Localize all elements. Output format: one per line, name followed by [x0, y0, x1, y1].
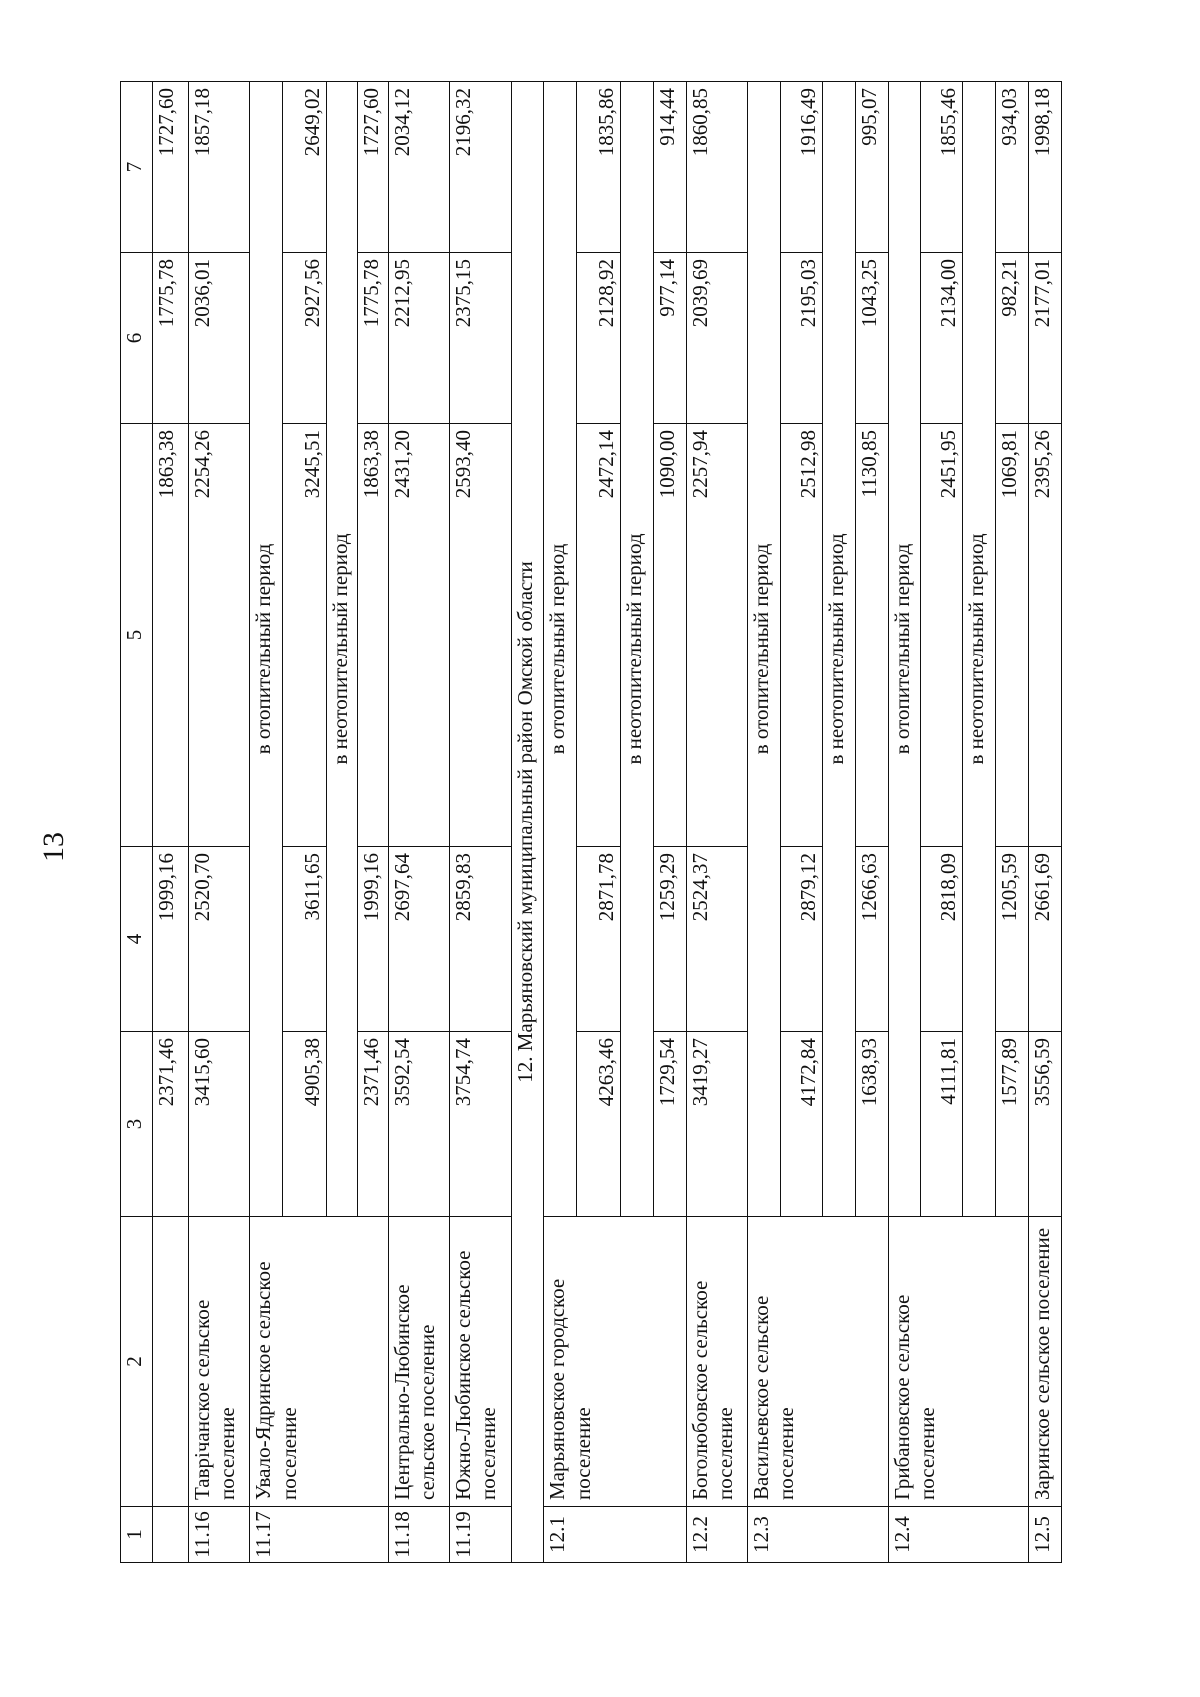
row-name: Южно-Любинское сельское поселение [450, 1217, 511, 1507]
period-label-heating: в отопительный период [250, 82, 283, 1217]
column-header: 4 [121, 847, 153, 1032]
value-cell: 1727,60 [152, 82, 188, 253]
value-cell: 1266,63 [855, 847, 888, 1032]
value-cell: 1775,78 [357, 253, 388, 424]
value-cell: 2879,12 [781, 847, 823, 1032]
period-label-heating: в отопительный период [888, 82, 921, 1217]
value-cell: 2212,95 [388, 253, 449, 424]
value-cell: 1999,16 [357, 847, 388, 1032]
value-cell: 1259,29 [654, 847, 687, 1032]
table-row [152, 82, 188, 1563]
column-header: 3 [121, 1032, 153, 1217]
row-code: 11.19 [450, 1507, 511, 1563]
column-header-row [121, 82, 153, 1563]
row-code: 12.4 [888, 1507, 1028, 1563]
row-name: Боголюбовское сельское поселение [686, 1217, 747, 1507]
value-cell: 2661,69 [1028, 847, 1061, 1032]
section-header-row [511, 82, 544, 1563]
value-cell: 2196,32 [450, 82, 511, 253]
period-label-nonheating: в неотопительный период [621, 82, 654, 1217]
value-cell: 2859,83 [450, 847, 511, 1032]
row-name: Грибановское сельское поселение [888, 1217, 1028, 1507]
row-code: 11.16 [188, 1507, 249, 1563]
value-cell: 2431,20 [388, 424, 449, 847]
column-header: 7 [121, 82, 153, 253]
page-number: 13 [37, 832, 70, 862]
period-label-nonheating: в неотопительный период [327, 82, 358, 1217]
value-cell: 2128,92 [577, 253, 621, 424]
value-cell: 1916,49 [781, 82, 823, 253]
table-row [250, 82, 283, 1563]
table-row [748, 82, 781, 1563]
value-cell: 1855,46 [921, 82, 963, 253]
value-cell: 2524,37 [686, 847, 747, 1032]
period-label-heating: в отопительный период [544, 82, 577, 1217]
value-cell: 2195,03 [781, 253, 823, 424]
value-cell: 2649,02 [283, 82, 327, 253]
value-cell: 2520,70 [188, 847, 249, 1032]
value-cell: 2134,00 [921, 253, 963, 424]
value-cell: 2039,69 [686, 253, 747, 424]
value-cell: 4111,81 [921, 1032, 963, 1217]
value-cell: 914,44 [654, 82, 687, 253]
value-cell: 2375,15 [450, 253, 511, 424]
value-cell: 1729,54 [654, 1032, 687, 1217]
value-cell: 1999,16 [152, 847, 188, 1032]
row-code [152, 1507, 188, 1563]
value-cell: 1860,85 [686, 82, 747, 253]
value-cell: 2371,46 [357, 1032, 388, 1217]
row-name: Заринское сельское поселение [1028, 1217, 1061, 1507]
value-cell: 934,03 [995, 82, 1028, 253]
value-cell: 1638,93 [855, 1032, 888, 1217]
table-row [888, 82, 921, 1563]
value-cell: 1205,59 [995, 847, 1028, 1032]
value-cell: 3556,59 [1028, 1032, 1061, 1217]
row-name: Васильевское сельское поселение [748, 1217, 888, 1507]
row-name [152, 1217, 188, 1507]
value-cell: 1090,00 [654, 424, 687, 847]
row-code: 12.1 [544, 1507, 686, 1563]
period-label-heating: в отопительный период [748, 82, 781, 1217]
value-cell: 1998,18 [1028, 82, 1061, 253]
value-cell: 1130,85 [855, 424, 888, 847]
period-label-nonheating: в неотопительный период [963, 82, 996, 1217]
value-cell: 2371,46 [152, 1032, 188, 1217]
value-cell: 2871,78 [577, 847, 621, 1032]
table-row [544, 82, 577, 1563]
value-cell: 2257,94 [686, 424, 747, 847]
value-cell: 2036,01 [188, 253, 249, 424]
value-cell: 977,14 [654, 253, 687, 424]
row-name: Увало-Ядринское сельское поселение [250, 1217, 389, 1507]
column-header: 6 [121, 253, 153, 424]
row-name: Марьяновское городское поселение [544, 1217, 686, 1507]
value-cell: 3611,65 [283, 847, 327, 1032]
value-cell: 2593,40 [450, 424, 511, 847]
value-cell: 3419,27 [686, 1032, 747, 1217]
value-cell: 1577,89 [995, 1032, 1028, 1217]
table-row [388, 82, 449, 1563]
table-row [450, 82, 511, 1563]
row-code: 12.5 [1028, 1507, 1061, 1563]
value-cell: 1069,81 [995, 424, 1028, 847]
column-header: 2 [121, 1217, 153, 1507]
tariff-table-frame [120, 82, 1062, 1563]
value-cell: 2818,09 [921, 847, 963, 1032]
value-cell: 4905,38 [283, 1032, 327, 1217]
value-cell: 1775,78 [152, 253, 188, 424]
value-cell: 982,21 [995, 253, 1028, 424]
value-cell: 3415,60 [188, 1032, 249, 1217]
column-header: 5 [121, 424, 153, 847]
value-cell: 2034,12 [388, 82, 449, 253]
period-label-nonheating: в неотопительный период [822, 82, 855, 1217]
value-cell: 1727,60 [357, 82, 388, 253]
value-cell: 3754,74 [450, 1032, 511, 1217]
row-code: 11.18 [388, 1507, 449, 1563]
column-header: 1 [121, 1507, 153, 1563]
value-cell: 2472,14 [577, 424, 621, 847]
rotated-page-content [120, 82, 1062, 1563]
value-cell: 1857,18 [188, 82, 249, 253]
row-code: 12.3 [748, 1507, 888, 1563]
value-cell: 3592,54 [388, 1032, 449, 1217]
value-cell: 4172,84 [781, 1032, 823, 1217]
value-cell: 1043,25 [855, 253, 888, 424]
value-cell: 1835,86 [577, 82, 621, 253]
value-cell: 2927,56 [283, 253, 327, 424]
value-cell: 1863,38 [357, 424, 388, 847]
value-cell: 4263,46 [577, 1032, 621, 1217]
value-cell: 2254,26 [188, 424, 249, 847]
value-cell: 2512,98 [781, 424, 823, 847]
row-name: Таврічанское сельское поселение [188, 1217, 249, 1507]
value-cell: 3245,51 [283, 424, 327, 847]
value-cell: 995,07 [855, 82, 888, 253]
row-code: 12.2 [686, 1507, 747, 1563]
value-cell: 2697,64 [388, 847, 449, 1032]
value-cell: 2395,26 [1028, 424, 1061, 847]
row-name: Центрально-Любинское сельское поселение [388, 1217, 449, 1507]
table-row [188, 82, 249, 1563]
value-cell: 2451,95 [921, 424, 963, 847]
table-row [686, 82, 747, 1563]
section-title: 12. Марьяновский муниципальный район Омской области [511, 82, 544, 1563]
value-cell: 2177,01 [1028, 253, 1061, 424]
row-code: 11.17 [250, 1507, 389, 1563]
table-row [1028, 82, 1061, 1563]
value-cell: 1863,38 [152, 424, 188, 847]
tariff-table [120, 81, 1062, 1563]
